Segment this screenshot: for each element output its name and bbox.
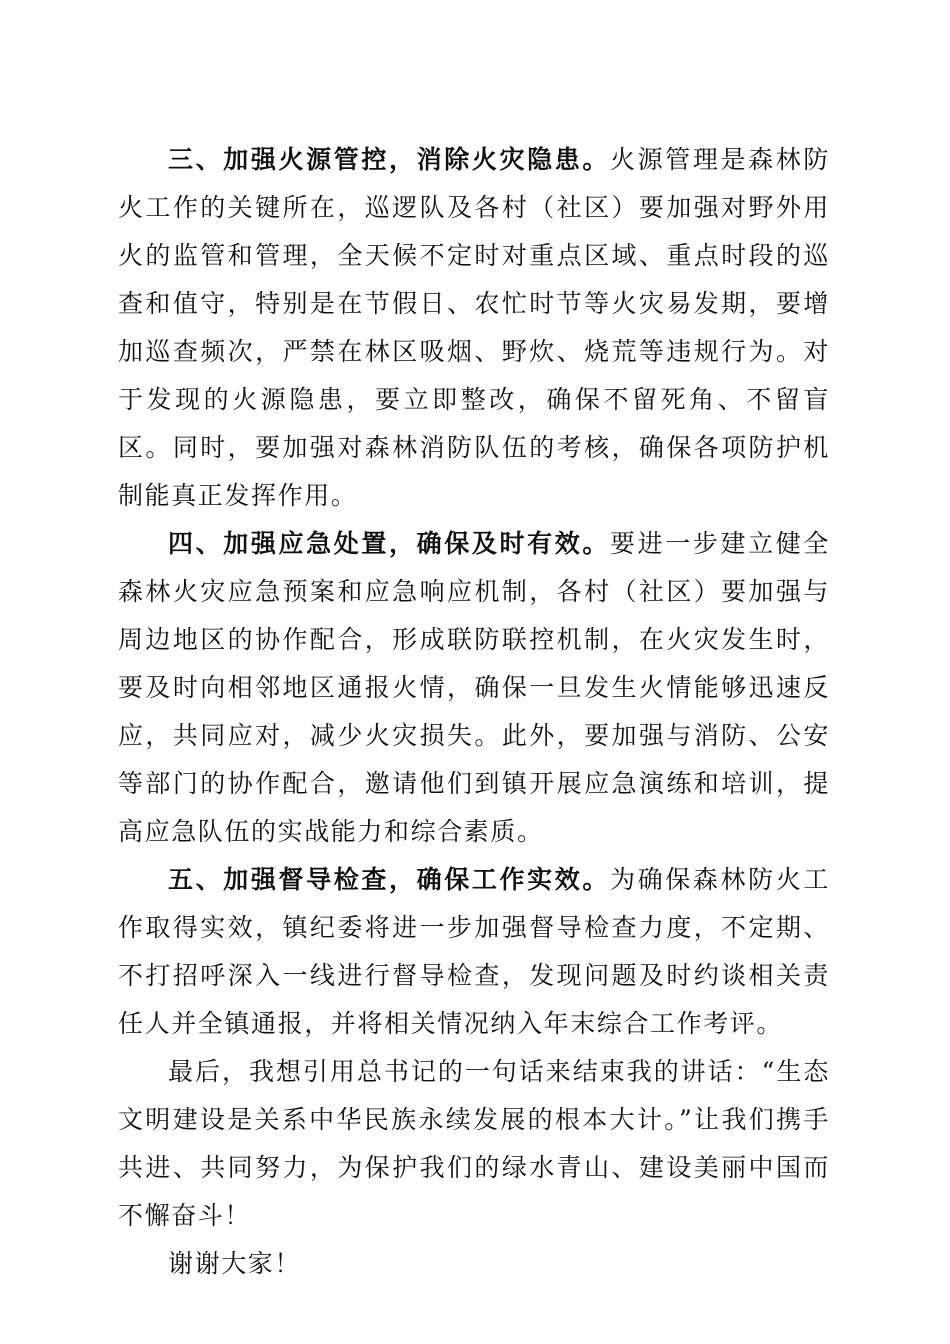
section-heading: 三、加强火源管控，消除火灾隐患。 bbox=[168, 145, 611, 174]
paragraph-supervision-inspection bbox=[118, 856, 830, 1048]
section-heading: 四、加强应急处置，确保及时有效。 bbox=[168, 529, 611, 558]
paragraph-text: 火源管理是森林防火工作的关键所在，巡逻队及各村（社区）要加强对野外用火的监管和管理，全天候不定时对重点区域、重点时段的巡查和值守，特别是在节假日、农忙时节等火灾易发期，要增加巡查频次，严禁在林区吸烟、野炊、烧荒等违规行为。对于发现的火源隐患，要立即整改，确保不留死角、不留盲区。同时，要加强对森林消防队伍的考核，确保各项防护机制能真正发挥作用。 bbox=[118, 145, 830, 510]
paragraph-thanks bbox=[118, 1240, 830, 1288]
paragraph-closing-quote bbox=[118, 1048, 830, 1240]
paragraph-fire-source-control bbox=[118, 136, 830, 520]
paragraph-emergency-response bbox=[118, 520, 830, 856]
paragraph-text: 谢谢大家！ bbox=[168, 1249, 302, 1278]
paragraph-text: 最后，我想引用总书记的一句话来结束我的讲话：“生态文明建设是关系中华民族永续发展的根本大计。”让我们携手共进、共同努力，为保护我们的绿水青山、建设美丽中国而不懈奋斗！ bbox=[118, 1057, 830, 1230]
paragraph-text: 要进一步建立健全森林火灾应急预案和应急响应机制，各村（社区）要加强与周边地区的协作配合，形成联防联控机制，在火灾发生时，要及时向相邻地区通报火情，确保一旦发生火情能够迅速反应，共同应对，减少火灾损失。此外，要加强与消防、公安等部门的协作配合，邀请他们到镇开展应急演练和培训，提高应急队伍的实战能力和综合素质。 bbox=[118, 529, 830, 846]
document-body bbox=[118, 136, 830, 1288]
section-heading: 五、加强督导检查，确保工作实效。 bbox=[168, 865, 611, 894]
paragraph-text: 为确保森林防火工作取得实效，镇纪委将进一步加强督导检查力度，不定期、不打招呼深入一线进行督导检查，发现问题及时约谈相关责任人并全镇通报，并将相关情况纳入年末综合工作考评。 bbox=[118, 865, 830, 1038]
